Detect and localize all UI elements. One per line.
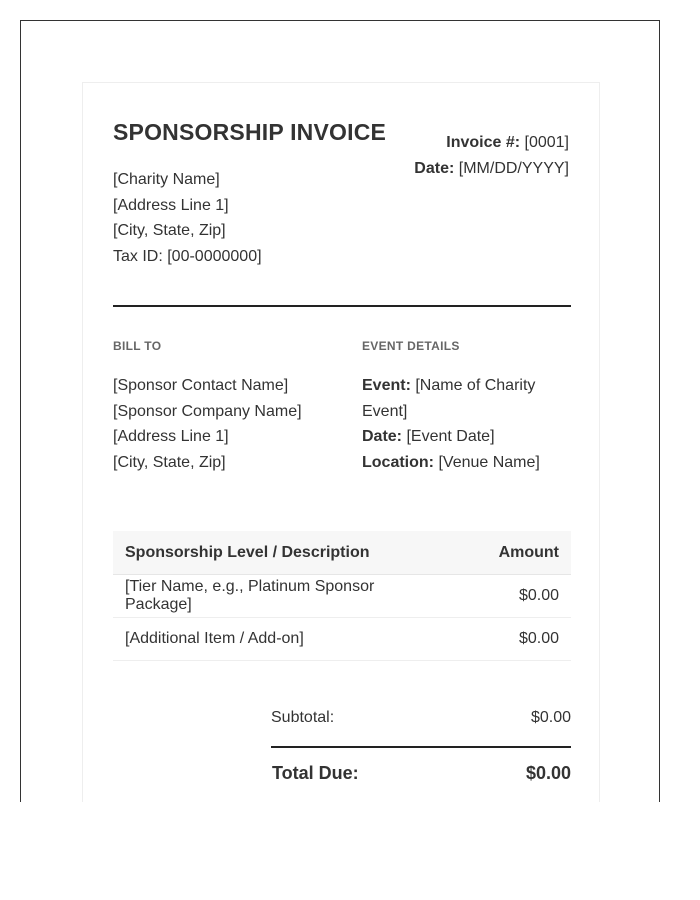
invoice-number-value: [0001] [524, 134, 569, 151]
table-row [113, 618, 571, 661]
table-row [113, 575, 571, 618]
event-location [362, 450, 562, 476]
event-details-heading: EVENT DETAILS [362, 339, 460, 353]
line-item-amount: $0.00 [457, 575, 571, 618]
description-column-header: Sponsorship Level / Description [113, 531, 457, 575]
table-header-row [113, 531, 571, 575]
event-date [362, 424, 562, 450]
amount-column-header: Amount [457, 531, 571, 575]
charity-info [113, 167, 262, 270]
event-details-block [362, 373, 562, 476]
event-name-label: Event: [362, 377, 411, 394]
invoice-date [414, 156, 569, 182]
charity-city-state-zip: [City, State, Zip] [113, 222, 226, 240]
event-location-label: Location: [362, 454, 434, 472]
line-item-description: [Tier Name, e.g., Platinum Sponsor Package] [113, 575, 457, 618]
event-name-value: [Name of Charity Event] [362, 377, 536, 420]
subtotal-value: $0.00 [530, 709, 571, 726]
sponsor-contact-name: [Sponsor Contact Name] [113, 377, 289, 394]
sponsor-address-line-1: [Address Line 1] [113, 428, 229, 446]
line-item-amount: $0.00 [457, 618, 571, 661]
event-date-label: Date: [362, 428, 403, 446]
total-divider [271, 746, 571, 748]
bill-to-block [113, 373, 302, 476]
subtotal-label: Subtotal: [271, 709, 335, 726]
invoice-number [414, 130, 569, 156]
bill-to-heading: BILL TO [113, 339, 162, 353]
invoice-date-value: [MM/DD/YYYY] [458, 160, 569, 177]
invoice-meta [414, 130, 569, 182]
sponsor-company-name: [Sponsor Company Name] [113, 402, 302, 420]
invoice-container [82, 82, 600, 802]
line-item-description: [Additional Item / Add-on] [113, 618, 457, 661]
invoice-date-label: Date: [414, 160, 455, 177]
charity-address-line-1: [Address Line 1] [113, 196, 229, 214]
charity-name: [Charity Name] [113, 171, 220, 188]
total-due-value: $0.00 [525, 763, 571, 783]
document-page [20, 20, 660, 802]
event-date-value: [Event Date] [406, 428, 495, 446]
header-divider [113, 305, 571, 307]
sponsor-city-state-zip: [City, State, Zip] [113, 454, 226, 472]
charity-tax-id: Tax ID: [00-0000000] [113, 248, 262, 266]
invoice-title: SPONSORSHIP INVOICE [113, 119, 387, 145]
line-items-table [113, 531, 571, 661]
invoice-number-label: Invoice #: [446, 134, 521, 151]
event-name [362, 373, 562, 424]
total-due-label: Total Due: [272, 763, 359, 783]
event-location-value: [Venue Name] [438, 454, 540, 472]
